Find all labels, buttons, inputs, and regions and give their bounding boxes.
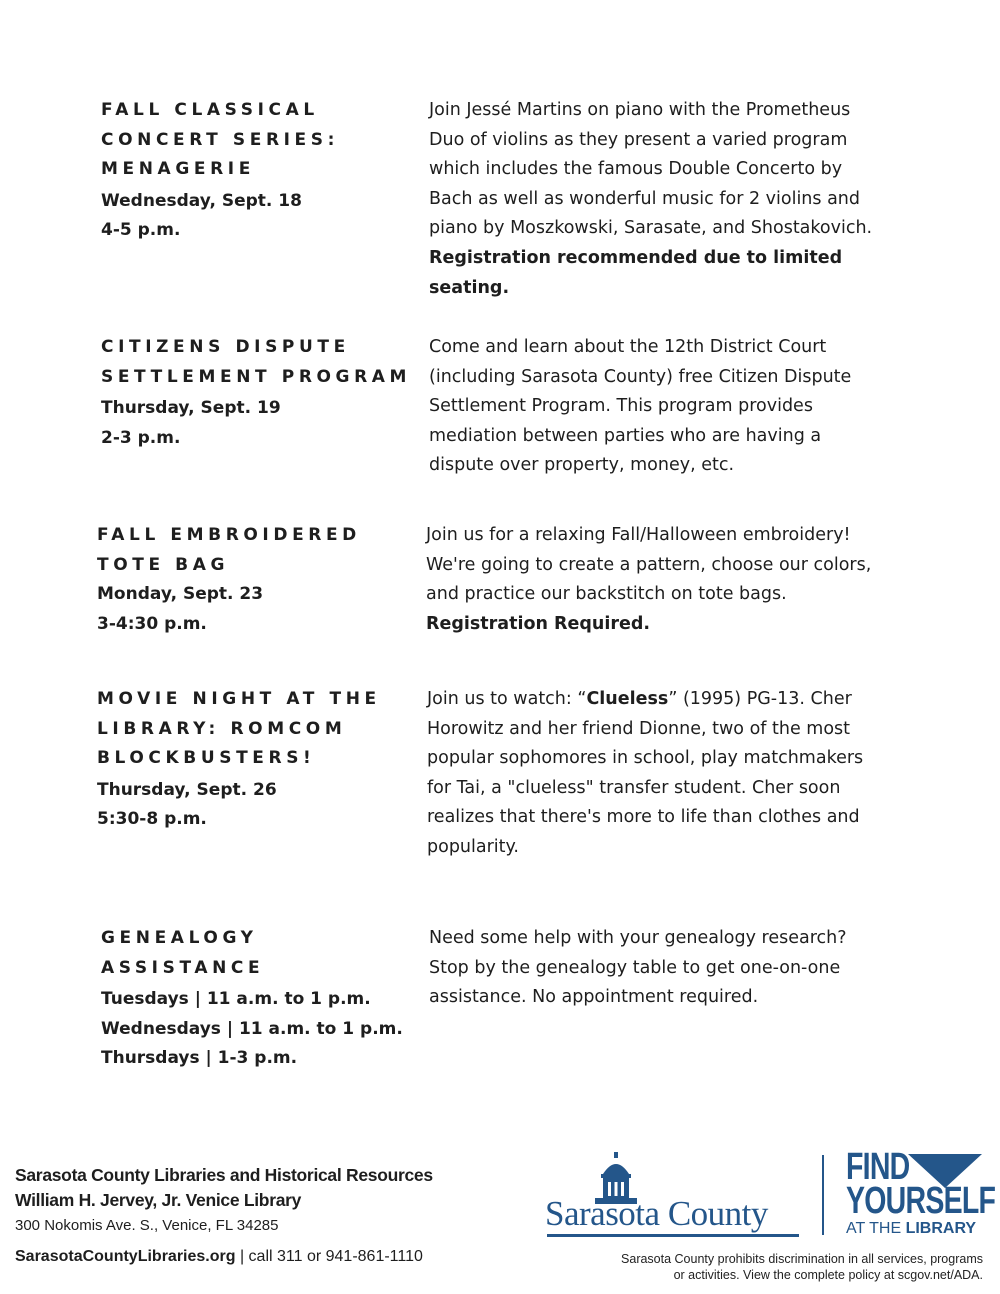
desc-line: realizes that there's more to life than clothes and	[427, 807, 860, 828]
event-date: Monday, Sept. 23	[97, 584, 264, 605]
desc-line: which includes the famous Double Concerto by	[429, 159, 843, 180]
event-date: Thursday, Sept. 19	[101, 398, 281, 419]
yourself-text: YOURSELF	[846, 1180, 996, 1222]
desc-line	[427, 685, 907, 715]
title-line: SETTLEMENT PROGRAM	[101, 366, 412, 387]
event-time: 4-5 p.m.	[101, 220, 181, 241]
desc-line: Duo of violins as they present a varied program	[429, 129, 848, 150]
at-the-library-text	[846, 1220, 1000, 1238]
desc-line: assistance. No appointment required.	[429, 987, 759, 1008]
desc-line: and practice our backstitch on tote bags.	[426, 584, 787, 605]
title-line: FALL EMBROIDERED	[97, 525, 361, 545]
event-date: Wednesday, Sept. 18	[101, 190, 302, 211]
desc-line: popularity.	[427, 836, 519, 857]
nondiscrimination-disclaimer	[621, 1251, 983, 1283]
desc-line: dispute over property, money, etc.	[429, 455, 735, 476]
desc-line: (including Sarasota County) free Citizen Dispute	[429, 366, 852, 387]
desc-line: Horowitz and her friend Dionne, two of the most	[427, 718, 851, 739]
event-when	[101, 985, 411, 1074]
event-description	[429, 96, 909, 303]
title-line: TOTE BAG	[97, 554, 230, 575]
desc-line: piano by Moszkowski, Sarasate, and Shostakovich.	[429, 218, 873, 239]
event-title	[97, 685, 407, 774]
library-name: William H. Jervey, Jr. Venice Library	[15, 1190, 302, 1210]
logo-text: Sarasota County	[545, 1194, 768, 1233]
find-text: FIND	[846, 1146, 910, 1188]
event-when	[101, 187, 411, 246]
at-the-text: AT THE	[846, 1220, 906, 1237]
event-time: 3-4:30 p.m.	[97, 613, 207, 634]
event-when	[101, 394, 421, 453]
event-description	[429, 333, 909, 481]
triangle-down-icon	[908, 1154, 982, 1188]
title-line: MOVIE NIGHT AT THE	[97, 689, 381, 709]
org-name: Sarasota County Libraries and Historical Resources	[15, 1165, 433, 1185]
event-when	[97, 776, 407, 835]
event-schedule: Tuesdays | 11 a.m. to 1 p.m.	[101, 989, 371, 1010]
event-title	[101, 333, 421, 392]
contact-line	[15, 1248, 433, 1266]
phone-number: | call 311 or 941-861-1110	[235, 1248, 423, 1265]
event-description	[427, 685, 907, 863]
registration-note: Registration Required.	[426, 613, 651, 634]
desc-line: popular sophomores in school, play matchmakers	[427, 748, 864, 769]
logo-underline	[547, 1234, 799, 1237]
desc-line: for Tai, a "clueless" transfer student. Cher soon	[427, 777, 841, 798]
title-line: CITIZENS DISPUTE	[101, 337, 350, 357]
title-line: GENEALOGY	[101, 928, 258, 948]
event-description	[426, 521, 906, 639]
desc-line: We're going to create a pattern, choose our colors,	[426, 554, 872, 575]
event-title	[101, 96, 411, 185]
event-date: Thursday, Sept. 26	[97, 779, 277, 800]
desc-text: Join us to watch: “	[427, 689, 587, 709]
logo-divider	[822, 1155, 824, 1235]
event-title	[101, 924, 411, 983]
disclaimer-line: or activities. View the complete policy at scgov.net/ADA.	[673, 1268, 983, 1282]
title-line: CONCERT SERIES:	[101, 129, 340, 150]
desc-line: mediation between parties who are having a	[429, 425, 822, 446]
desc-line: Need some help with your genealogy research?	[429, 928, 847, 948]
title-line: MENAGERIE	[101, 159, 255, 180]
desc-line: Join us for a relaxing Fall/Halloween embroidery!	[426, 525, 851, 545]
desc-line: Stop by the genealogy table to get one-on-one	[429, 957, 841, 978]
library-text: LIBRARY	[905, 1220, 977, 1237]
footer-contact	[15, 1163, 433, 1266]
registration-note: Registration recommended due to limited seating.	[429, 247, 843, 298]
event-title	[97, 521, 407, 580]
disclaimer-line: Sarasota County prohibits discrimination in all services, programs	[621, 1252, 983, 1266]
desc-line: Settlement Program. This program provides	[429, 396, 813, 417]
event-time: 2-3 p.m.	[101, 427, 181, 448]
movie-title: Clueless	[586, 689, 669, 709]
event-schedule: Wednesdays | 11 a.m. to 1 p.m.	[101, 1018, 403, 1039]
sarasota-county-logo	[545, 1152, 805, 1242]
desc-text: ” (1995) PG-13. Cher	[668, 689, 852, 709]
event-schedule: Thursdays | 1-3 p.m.	[101, 1048, 298, 1069]
desc-line: Bach as well as wonderful music for 2 violins and	[429, 188, 861, 209]
event-time: 5:30-8 p.m.	[97, 809, 207, 830]
title-line: BLOCKBUSTERS!	[97, 748, 316, 769]
website-link[interactable]: SarasotaCountyLibraries.org	[15, 1248, 236, 1265]
title-line: LIBRARY: ROMCOM	[97, 718, 347, 739]
library-address: 300 Nokomis Ave. S., Venice, FL 34285	[15, 1217, 279, 1234]
title-line: FALL CLASSICAL	[101, 100, 319, 120]
event-when	[97, 580, 407, 639]
event-description	[429, 924, 909, 1013]
title-line: ASSISTANCE	[101, 957, 265, 978]
desc-line: Join Jessé Martins on piano with the Prometheus	[429, 100, 851, 120]
desc-line: Come and learn about the 12th District Court	[429, 337, 827, 357]
